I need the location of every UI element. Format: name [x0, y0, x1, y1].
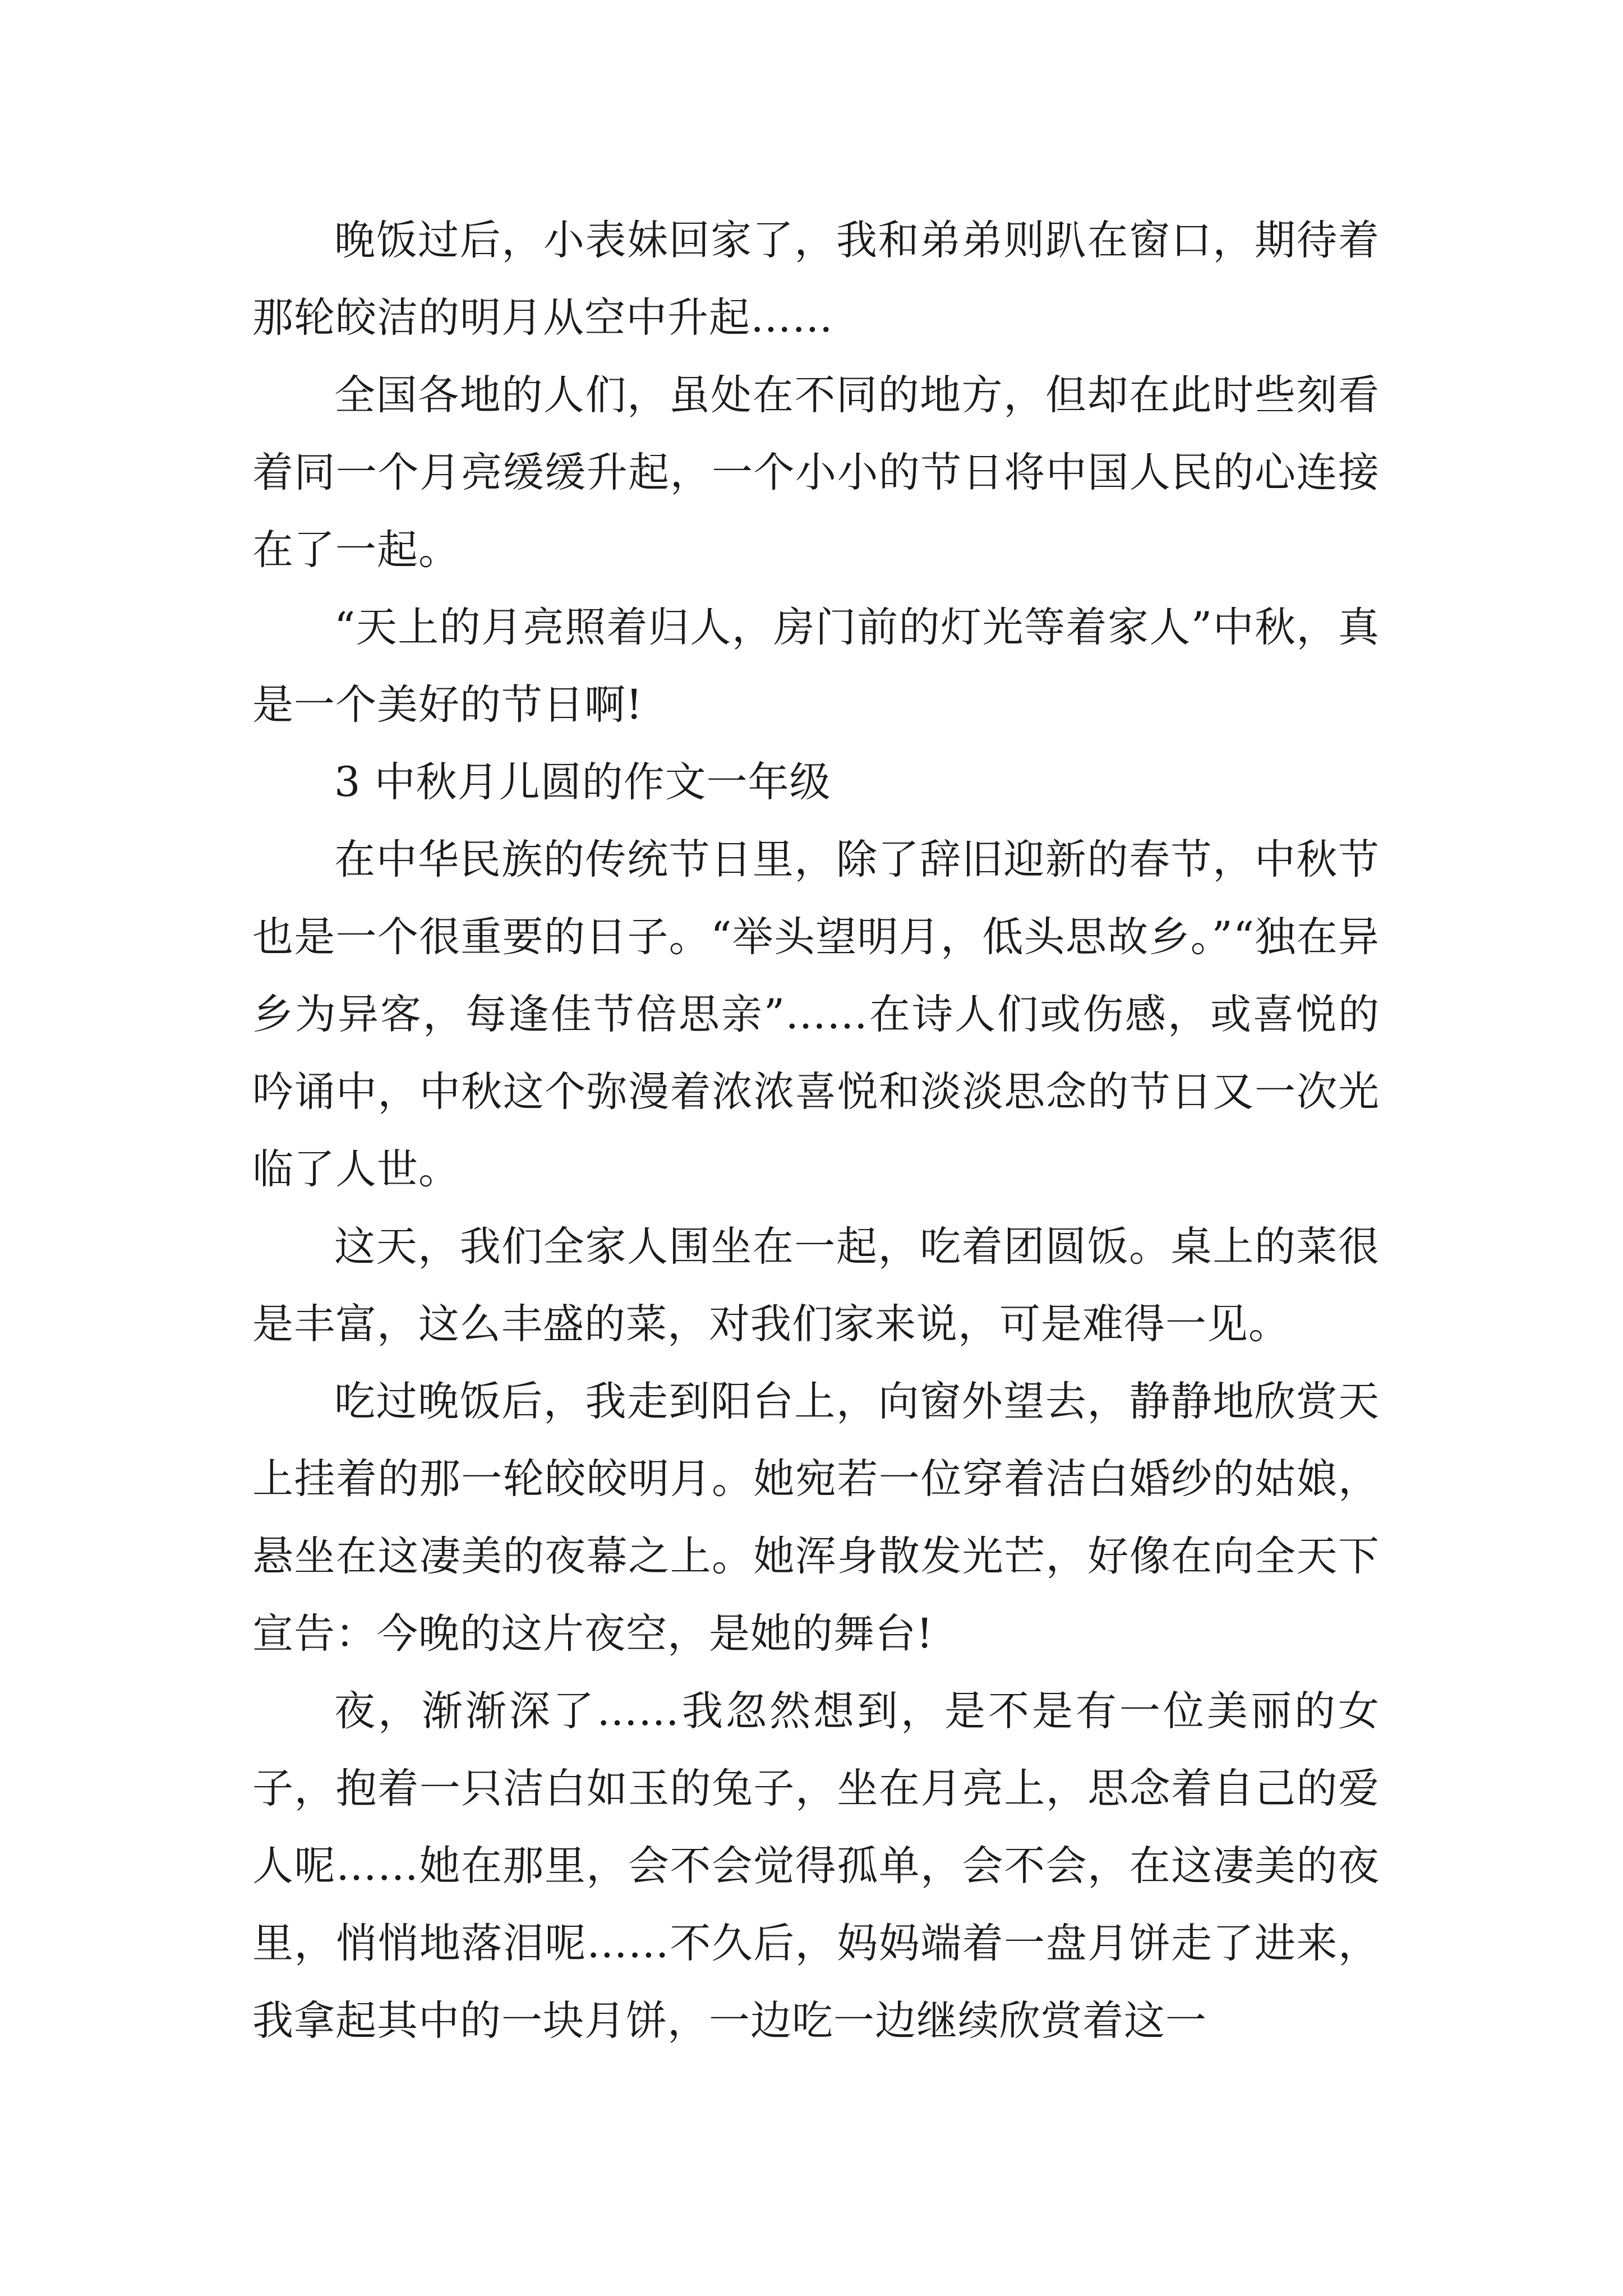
paragraph-after-dinner: 晚饭过后，小表妹回家了，我和弟弟则趴在窗口，期待着那轮皎洁的明月从空中升起…… [252, 217, 1380, 342]
essay-text [252, 202, 1380, 2060]
paragraph-night-deepens: 夜，渐渐深了……我忽然想到，是不是有一位美丽的女子，抱着一只洁白如玉的兔子，坐在月亮上，思念着自己的爱人呢……她在那里，会不会觉得孤单，会不会，在这凄美的夜里，悄悄地落泪呢……不久后，妈妈端着一盘月饼走了进来，我拿起其中的一块月饼，一边吃一边继续欣赏着这一 [252, 1687, 1380, 2045]
paragraph-quote: “天上的月亮照着归人，房门前的灯光等着家人”中秋，真是一个美好的节日啊! [252, 604, 1380, 729]
essay-heading: 3 中秋月儿圆的作文一年级 [334, 758, 831, 806]
paragraph-traditional-festival: 在中华民族的传统节日里，除了辞旧迎新的春节，中秋节也是一个很重要的日子。“举头望明月，低头思故乡。”“独在异乡为异客，每逢佳节倍思亲”……在诗人们或伤感，或喜悦的吟诵中，中秋这个弥漫着浓浓喜悦和淡淡思念的节日又一次光临了人世。 [252, 836, 1380, 1193]
paragraph-balcony-moon: 吃过晚饭后，我走到阳台上，向窗外望去，静静地欣赏天上挂着的那一轮皎皎明月。她宛若一位穿着洁白婚纱的姑娘，悬坐在这凄美的夜幕之上。她浑身散发光芒，好像在向全天下宣告：今晚的这片夜空，是她的舞台! [252, 1378, 1380, 1658]
paragraph-nationwide: 全国各地的人们，虽处在不同的地方，但却在此时些刻看着同一个月亮缓缓升起，一个小小的节日将中国人民的心连接在了一起。 [252, 371, 1380, 574]
paragraph-family-dinner: 这天，我们全家人围坐在一起，吃着团圆饭。桌上的菜很是丰富，这么丰盛的菜，对我们家来说，可是难得一见。 [252, 1223, 1380, 1348]
